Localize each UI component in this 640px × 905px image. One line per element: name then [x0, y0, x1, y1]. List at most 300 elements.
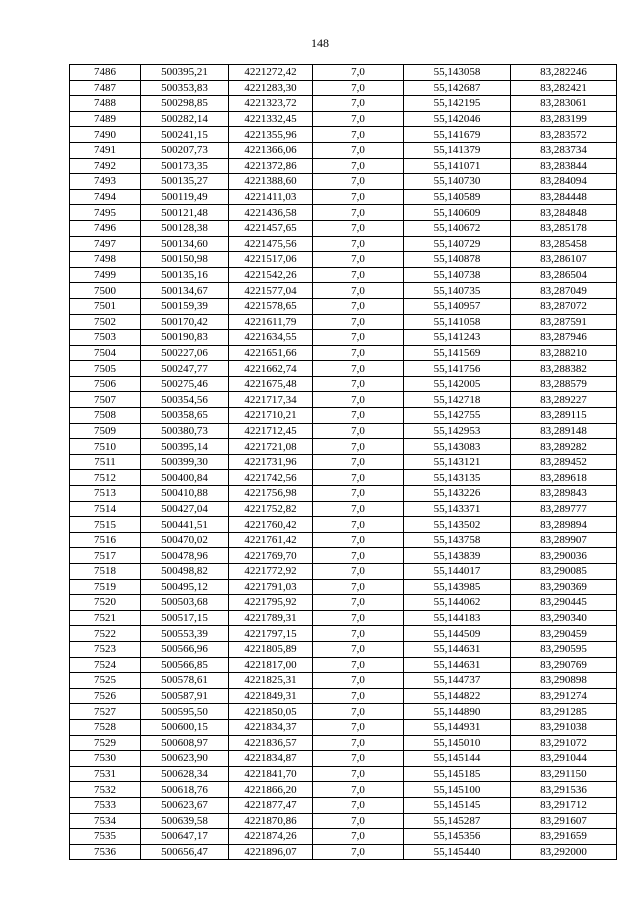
- latitude-cell: 55,141058: [404, 314, 511, 330]
- table-row: [70, 719, 617, 735]
- table-row: [70, 829, 617, 845]
- y-coordinate-cell: 4221577,04: [229, 283, 313, 299]
- value-cell: 7,0: [313, 236, 404, 252]
- y-coordinate-cell: 4221874,26: [229, 829, 313, 845]
- longitude-cell: 83,286107: [511, 252, 617, 268]
- value-cell: 7,0: [313, 96, 404, 112]
- y-coordinate-cell: 4221517,06: [229, 252, 313, 268]
- x-coordinate-cell: 500566,96: [141, 641, 229, 657]
- x-coordinate-cell: 500298,85: [141, 96, 229, 112]
- latitude-cell: 55,144062: [404, 595, 511, 611]
- longitude-cell: 83,291712: [511, 797, 617, 813]
- table-row: [70, 392, 617, 408]
- y-coordinate-cell: 4221797,15: [229, 626, 313, 642]
- latitude-cell: 55,144509: [404, 626, 511, 642]
- y-coordinate-cell: 4221791,03: [229, 579, 313, 595]
- value-cell: 7,0: [313, 267, 404, 283]
- x-coordinate-cell: 500495,12: [141, 579, 229, 595]
- longitude-cell: 83,291607: [511, 813, 617, 829]
- point-number-cell: 7511: [70, 454, 141, 470]
- point-number-cell: 7495: [70, 205, 141, 221]
- y-coordinate-cell: 4221850,05: [229, 704, 313, 720]
- longitude-cell: 83,287591: [511, 314, 617, 330]
- latitude-cell: 55,140735: [404, 283, 511, 299]
- latitude-cell: 55,141243: [404, 330, 511, 346]
- y-coordinate-cell: 4221372,86: [229, 158, 313, 174]
- longitude-cell: 83,292000: [511, 844, 617, 860]
- x-coordinate-cell: 500427,04: [141, 501, 229, 517]
- x-coordinate-cell: 500628,34: [141, 766, 229, 782]
- value-cell: 7,0: [313, 532, 404, 548]
- y-coordinate-cell: 4221870,86: [229, 813, 313, 829]
- x-coordinate-cell: 500478,96: [141, 548, 229, 564]
- value-cell: 7,0: [313, 704, 404, 720]
- table-row: [70, 314, 617, 330]
- value-cell: 7,0: [313, 314, 404, 330]
- longitude-cell: 83,288210: [511, 345, 617, 361]
- latitude-cell: 55,142046: [404, 111, 511, 127]
- point-number-cell: 7529: [70, 735, 141, 751]
- longitude-cell: 83,283844: [511, 158, 617, 174]
- y-coordinate-cell: 4221355,96: [229, 127, 313, 143]
- table-row: [70, 486, 617, 502]
- value-cell: 7,0: [313, 501, 404, 517]
- y-coordinate-cell: 4221841,70: [229, 766, 313, 782]
- latitude-cell: 55,141379: [404, 142, 511, 158]
- y-coordinate-cell: 4221756,98: [229, 486, 313, 502]
- latitude-cell: 55,140738: [404, 267, 511, 283]
- latitude-cell: 55,145145: [404, 797, 511, 813]
- latitude-cell: 55,145144: [404, 751, 511, 767]
- x-coordinate-cell: 500135,16: [141, 267, 229, 283]
- table-row: [70, 688, 617, 704]
- latitude-cell: 55,144183: [404, 610, 511, 626]
- longitude-cell: 83,290445: [511, 595, 617, 611]
- point-number-cell: 7502: [70, 314, 141, 330]
- point-number-cell: 7516: [70, 532, 141, 548]
- latitude-cell: 55,144737: [404, 673, 511, 689]
- value-cell: 7,0: [313, 330, 404, 346]
- y-coordinate-cell: 4221769,70: [229, 548, 313, 564]
- y-coordinate-cell: 4221834,37: [229, 719, 313, 735]
- table-row: [70, 735, 617, 751]
- value-cell: 7,0: [313, 220, 404, 236]
- table-row: [70, 673, 617, 689]
- x-coordinate-cell: 500623,67: [141, 797, 229, 813]
- x-coordinate-cell: 500227,06: [141, 345, 229, 361]
- table-row: [70, 283, 617, 299]
- y-coordinate-cell: 4221721,08: [229, 439, 313, 455]
- table-row: [70, 345, 617, 361]
- point-number-cell: 7525: [70, 673, 141, 689]
- y-coordinate-cell: 4221866,20: [229, 782, 313, 798]
- value-cell: 7,0: [313, 719, 404, 735]
- latitude-cell: 55,142195: [404, 96, 511, 112]
- longitude-cell: 83,289282: [511, 439, 617, 455]
- latitude-cell: 55,144822: [404, 688, 511, 704]
- x-coordinate-cell: 500410,88: [141, 486, 229, 502]
- longitude-cell: 83,290085: [511, 564, 617, 580]
- value-cell: 7,0: [313, 813, 404, 829]
- y-coordinate-cell: 4221849,31: [229, 688, 313, 704]
- longitude-cell: 83,289843: [511, 486, 617, 502]
- latitude-cell: 55,142687: [404, 80, 511, 96]
- x-coordinate-cell: 500553,39: [141, 626, 229, 642]
- y-coordinate-cell: 4221651,66: [229, 345, 313, 361]
- value-cell: 7,0: [313, 470, 404, 486]
- longitude-cell: 83,283734: [511, 142, 617, 158]
- table-row: [70, 142, 617, 158]
- x-coordinate-cell: 500399,30: [141, 454, 229, 470]
- longitude-cell: 83,289777: [511, 501, 617, 517]
- latitude-cell: 55,141071: [404, 158, 511, 174]
- table-row: [70, 548, 617, 564]
- y-coordinate-cell: 4221772,92: [229, 564, 313, 580]
- table-row: [70, 65, 617, 81]
- y-coordinate-cell: 4221475,56: [229, 236, 313, 252]
- point-number-cell: 7500: [70, 283, 141, 299]
- point-number-cell: 7493: [70, 174, 141, 190]
- y-coordinate-cell: 4221717,34: [229, 392, 313, 408]
- value-cell: 7,0: [313, 174, 404, 190]
- table-row: [70, 439, 617, 455]
- x-coordinate-cell: 500282,14: [141, 111, 229, 127]
- table-row: [70, 236, 617, 252]
- longitude-cell: 83,288579: [511, 376, 617, 392]
- value-cell: 7,0: [313, 641, 404, 657]
- point-number-cell: 7513: [70, 486, 141, 502]
- y-coordinate-cell: 4221634,55: [229, 330, 313, 346]
- y-coordinate-cell: 4221742,56: [229, 470, 313, 486]
- longitude-cell: 83,283061: [511, 96, 617, 112]
- point-number-cell: 7520: [70, 595, 141, 611]
- latitude-cell: 55,140878: [404, 252, 511, 268]
- value-cell: 7,0: [313, 673, 404, 689]
- point-number-cell: 7534: [70, 813, 141, 829]
- y-coordinate-cell: 4221752,82: [229, 501, 313, 517]
- value-cell: 7,0: [313, 127, 404, 143]
- x-coordinate-cell: 500134,60: [141, 236, 229, 252]
- y-coordinate-cell: 4221761,42: [229, 532, 313, 548]
- coordinates-table: [69, 64, 617, 860]
- longitude-cell: 83,282421: [511, 80, 617, 96]
- point-number-cell: 7515: [70, 517, 141, 533]
- value-cell: 7,0: [313, 829, 404, 845]
- latitude-cell: 55,140589: [404, 189, 511, 205]
- point-number-cell: 7533: [70, 797, 141, 813]
- value-cell: 7,0: [313, 657, 404, 673]
- value-cell: 7,0: [313, 205, 404, 221]
- point-number-cell: 7490: [70, 127, 141, 143]
- value-cell: 7,0: [313, 439, 404, 455]
- longitude-cell: 83,290036: [511, 548, 617, 564]
- x-coordinate-cell: 500395,21: [141, 65, 229, 81]
- table-row: [70, 205, 617, 221]
- longitude-cell: 83,289227: [511, 392, 617, 408]
- point-number-cell: 7526: [70, 688, 141, 704]
- longitude-cell: 83,290898: [511, 673, 617, 689]
- x-coordinate-cell: 500275,46: [141, 376, 229, 392]
- latitude-cell: 55,141756: [404, 361, 511, 377]
- table-row: [70, 782, 617, 798]
- longitude-cell: 83,282246: [511, 65, 617, 81]
- y-coordinate-cell: 4221611,79: [229, 314, 313, 330]
- longitude-cell: 83,290369: [511, 579, 617, 595]
- x-coordinate-cell: 500395,14: [141, 439, 229, 455]
- value-cell: 7,0: [313, 408, 404, 424]
- y-coordinate-cell: 4221710,21: [229, 408, 313, 424]
- point-number-cell: 7491: [70, 142, 141, 158]
- page-number: 148: [311, 36, 329, 50]
- y-coordinate-cell: 4221388,60: [229, 174, 313, 190]
- x-coordinate-cell: 500503,68: [141, 595, 229, 611]
- point-number-cell: 7523: [70, 641, 141, 657]
- table-row: [70, 80, 617, 96]
- longitude-cell: 83,291038: [511, 719, 617, 735]
- x-coordinate-cell: 500353,83: [141, 80, 229, 96]
- table-row: [70, 813, 617, 829]
- value-cell: 7,0: [313, 392, 404, 408]
- x-coordinate-cell: 500441,51: [141, 517, 229, 533]
- point-number-cell: 7503: [70, 330, 141, 346]
- value-cell: 7,0: [313, 595, 404, 611]
- y-coordinate-cell: 4221323,72: [229, 96, 313, 112]
- value-cell: 7,0: [313, 252, 404, 268]
- value-cell: 7,0: [313, 298, 404, 314]
- value-cell: 7,0: [313, 626, 404, 642]
- point-number-cell: 7517: [70, 548, 141, 564]
- x-coordinate-cell: 500647,17: [141, 829, 229, 845]
- point-number-cell: 7509: [70, 423, 141, 439]
- y-coordinate-cell: 4221272,42: [229, 65, 313, 81]
- latitude-cell: 55,141679: [404, 127, 511, 143]
- point-number-cell: 7486: [70, 65, 141, 81]
- x-coordinate-cell: 500119,49: [141, 189, 229, 205]
- latitude-cell: 55,143839: [404, 548, 511, 564]
- latitude-cell: 55,145100: [404, 782, 511, 798]
- point-number-cell: 7519: [70, 579, 141, 595]
- x-coordinate-cell: 500173,35: [141, 158, 229, 174]
- x-coordinate-cell: 500354,56: [141, 392, 229, 408]
- longitude-cell: 83,290340: [511, 610, 617, 626]
- y-coordinate-cell: 4221283,30: [229, 80, 313, 96]
- latitude-cell: 55,145010: [404, 735, 511, 751]
- value-cell: 7,0: [313, 486, 404, 502]
- latitude-cell: 55,140957: [404, 298, 511, 314]
- y-coordinate-cell: 4221760,42: [229, 517, 313, 533]
- value-cell: 7,0: [313, 158, 404, 174]
- table-row: [70, 564, 617, 580]
- point-number-cell: 7530: [70, 751, 141, 767]
- point-number-cell: 7528: [70, 719, 141, 735]
- table-row: [70, 532, 617, 548]
- longitude-cell: 83,288382: [511, 361, 617, 377]
- point-number-cell: 7522: [70, 626, 141, 642]
- y-coordinate-cell: 4221675,48: [229, 376, 313, 392]
- y-coordinate-cell: 4221457,65: [229, 220, 313, 236]
- latitude-cell: 55,145440: [404, 844, 511, 860]
- x-coordinate-cell: 500190,83: [141, 330, 229, 346]
- x-coordinate-cell: 500498,82: [141, 564, 229, 580]
- value-cell: 7,0: [313, 610, 404, 626]
- point-number-cell: 7518: [70, 564, 141, 580]
- value-cell: 7,0: [313, 751, 404, 767]
- longitude-cell: 83,291659: [511, 829, 617, 845]
- point-number-cell: 7492: [70, 158, 141, 174]
- x-coordinate-cell: 500159,39: [141, 298, 229, 314]
- value-cell: 7,0: [313, 797, 404, 813]
- point-number-cell: 7497: [70, 236, 141, 252]
- x-coordinate-cell: 500566,85: [141, 657, 229, 673]
- y-coordinate-cell: 4221411,03: [229, 189, 313, 205]
- point-number-cell: 7524: [70, 657, 141, 673]
- y-coordinate-cell: 4221825,31: [229, 673, 313, 689]
- y-coordinate-cell: 4221332,45: [229, 111, 313, 127]
- y-coordinate-cell: 4221834,87: [229, 751, 313, 767]
- value-cell: 7,0: [313, 688, 404, 704]
- longitude-cell: 83,285178: [511, 220, 617, 236]
- table-row: [70, 220, 617, 236]
- y-coordinate-cell: 4221542,26: [229, 267, 313, 283]
- latitude-cell: 55,143135: [404, 470, 511, 486]
- latitude-cell: 55,143371: [404, 501, 511, 517]
- longitude-cell: 83,284094: [511, 174, 617, 190]
- y-coordinate-cell: 4221662,74: [229, 361, 313, 377]
- latitude-cell: 55,143985: [404, 579, 511, 595]
- value-cell: 7,0: [313, 766, 404, 782]
- x-coordinate-cell: 500134,67: [141, 283, 229, 299]
- table-row: [70, 657, 617, 673]
- x-coordinate-cell: 500578,61: [141, 673, 229, 689]
- table-row: [70, 470, 617, 486]
- point-number-cell: 7506: [70, 376, 141, 392]
- table-row: [70, 174, 617, 190]
- latitude-cell: 55,143226: [404, 486, 511, 502]
- value-cell: 7,0: [313, 517, 404, 533]
- point-number-cell: 7527: [70, 704, 141, 720]
- table-row: [70, 610, 617, 626]
- longitude-cell: 83,287049: [511, 283, 617, 299]
- point-number-cell: 7508: [70, 408, 141, 424]
- table-row: [70, 189, 617, 205]
- x-coordinate-cell: 500587,91: [141, 688, 229, 704]
- value-cell: 7,0: [313, 548, 404, 564]
- latitude-cell: 55,143121: [404, 454, 511, 470]
- value-cell: 7,0: [313, 844, 404, 860]
- value-cell: 7,0: [313, 579, 404, 595]
- table-row: [70, 641, 617, 657]
- latitude-cell: 55,142005: [404, 376, 511, 392]
- table-row: [70, 626, 617, 642]
- latitude-cell: 55,145287: [404, 813, 511, 829]
- x-coordinate-cell: 500207,73: [141, 142, 229, 158]
- x-coordinate-cell: 500358,65: [141, 408, 229, 424]
- longitude-cell: 83,291150: [511, 766, 617, 782]
- point-number-cell: 7496: [70, 220, 141, 236]
- coordinates-table-body: [70, 65, 617, 860]
- longitude-cell: 83,291072: [511, 735, 617, 751]
- longitude-cell: 83,289907: [511, 532, 617, 548]
- longitude-cell: 83,289452: [511, 454, 617, 470]
- x-coordinate-cell: 500517,15: [141, 610, 229, 626]
- point-number-cell: 7531: [70, 766, 141, 782]
- point-number-cell: 7532: [70, 782, 141, 798]
- value-cell: 7,0: [313, 564, 404, 580]
- latitude-cell: 55,140729: [404, 236, 511, 252]
- x-coordinate-cell: 500608,97: [141, 735, 229, 751]
- point-number-cell: 7504: [70, 345, 141, 361]
- value-cell: 7,0: [313, 376, 404, 392]
- longitude-cell: 83,290595: [511, 641, 617, 657]
- x-coordinate-cell: 500595,50: [141, 704, 229, 720]
- value-cell: 7,0: [313, 65, 404, 81]
- point-number-cell: 7512: [70, 470, 141, 486]
- y-coordinate-cell: 4221896,07: [229, 844, 313, 860]
- latitude-cell: 55,140672: [404, 220, 511, 236]
- table-row: [70, 454, 617, 470]
- y-coordinate-cell: 4221795,92: [229, 595, 313, 611]
- point-number-cell: 7488: [70, 96, 141, 112]
- longitude-cell: 83,289618: [511, 470, 617, 486]
- longitude-cell: 83,291274: [511, 688, 617, 704]
- x-coordinate-cell: 500170,42: [141, 314, 229, 330]
- x-coordinate-cell: 500623,90: [141, 751, 229, 767]
- x-coordinate-cell: 500600,15: [141, 719, 229, 735]
- x-coordinate-cell: 500121,48: [141, 205, 229, 221]
- longitude-cell: 83,290459: [511, 626, 617, 642]
- value-cell: 7,0: [313, 80, 404, 96]
- table-row: [70, 298, 617, 314]
- longitude-cell: 83,289894: [511, 517, 617, 533]
- table-row: [70, 252, 617, 268]
- value-cell: 7,0: [313, 283, 404, 299]
- latitude-cell: 55,142755: [404, 408, 511, 424]
- longitude-cell: 83,287072: [511, 298, 617, 314]
- longitude-cell: 83,283572: [511, 127, 617, 143]
- value-cell: 7,0: [313, 361, 404, 377]
- y-coordinate-cell: 4221366,06: [229, 142, 313, 158]
- point-number-cell: 7487: [70, 80, 141, 96]
- latitude-cell: 55,140730: [404, 174, 511, 190]
- latitude-cell: 55,144931: [404, 719, 511, 735]
- table-row: [70, 517, 617, 533]
- value-cell: 7,0: [313, 345, 404, 361]
- latitude-cell: 55,143058: [404, 65, 511, 81]
- table-row: [70, 797, 617, 813]
- latitude-cell: 55,144890: [404, 704, 511, 720]
- longitude-cell: 83,289115: [511, 408, 617, 424]
- value-cell: 7,0: [313, 735, 404, 751]
- y-coordinate-cell: 4221836,57: [229, 735, 313, 751]
- latitude-cell: 55,140609: [404, 205, 511, 221]
- x-coordinate-cell: 500247,77: [141, 361, 229, 377]
- table-row: [70, 158, 617, 174]
- point-number-cell: 7521: [70, 610, 141, 626]
- longitude-cell: 83,286504: [511, 267, 617, 283]
- point-number-cell: 7536: [70, 844, 141, 860]
- x-coordinate-cell: 500618,76: [141, 782, 229, 798]
- x-coordinate-cell: 500470,02: [141, 532, 229, 548]
- value-cell: 7,0: [313, 423, 404, 439]
- point-number-cell: 7498: [70, 252, 141, 268]
- point-number-cell: 7535: [70, 829, 141, 845]
- longitude-cell: 83,289148: [511, 423, 617, 439]
- point-number-cell: 7510: [70, 439, 141, 455]
- latitude-cell: 55,143758: [404, 532, 511, 548]
- point-number-cell: 7505: [70, 361, 141, 377]
- table-row: [70, 408, 617, 424]
- x-coordinate-cell: 500135,27: [141, 174, 229, 190]
